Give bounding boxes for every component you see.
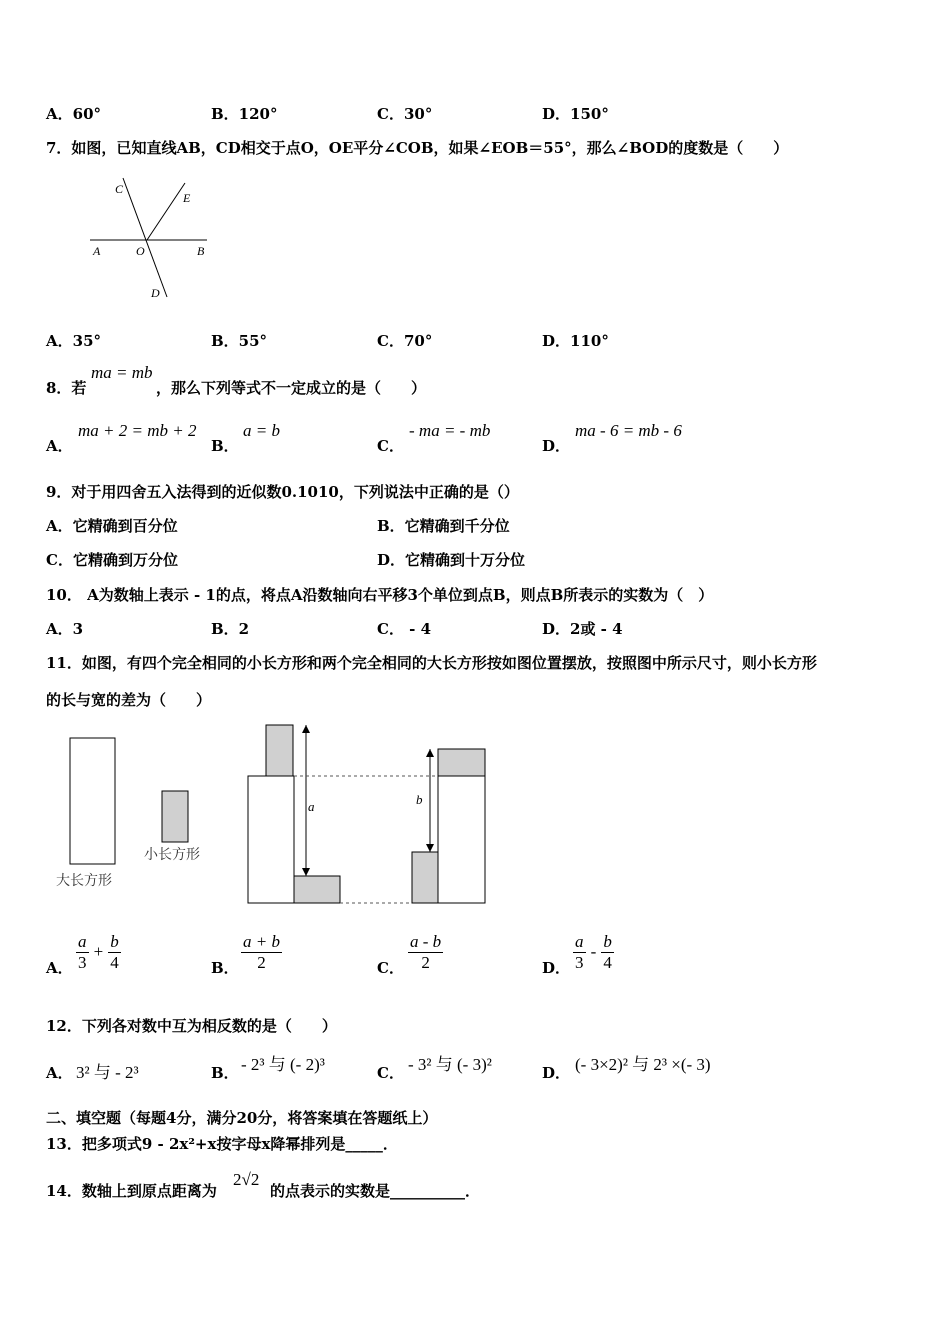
arrow-b-bottom	[426, 844, 434, 852]
q11-stem-line1: 11．如图，有四个完全相同的小长方形和两个完全相同的大长方形按如图位置摆放，按照图中所示尺寸，则小长方形	[46, 654, 817, 672]
frac-a1: $\frac{a}{3}$	[78, 932, 87, 972]
q11-option-d-letter: D．	[542, 959, 571, 977]
q6-option-d: D．150°	[542, 105, 609, 123]
small-rectangle-label: 小长方形	[144, 848, 200, 863]
q6-option-b: B．120°	[211, 105, 278, 123]
q10-option-a: A．3	[46, 620, 84, 638]
q8-option-a-letter: A．	[46, 437, 73, 455]
line-cd	[123, 178, 167, 297]
label-d: D	[151, 286, 160, 300]
big-rectangle-label: 大长方形	[56, 874, 112, 889]
q11-option-a-letter: A．	[46, 959, 73, 977]
q8-option-c-expr: - ma = - mb	[409, 421, 491, 440]
q7-option-c: C．70°	[377, 332, 433, 350]
q8-stem-suffix: ，那么下列等式不一定成立的是（ ）	[156, 379, 427, 397]
q7-option-a: A．35°	[46, 332, 102, 350]
q10-option-d: D．2或 - 4	[542, 620, 623, 638]
q8-condition: ma = mb	[91, 363, 153, 382]
left-big	[248, 776, 294, 903]
q11-option-a-expr: $\frac{a}{3}$ + $\frac{b}{4}$	[78, 932, 119, 972]
q8-option-d-letter: D．	[542, 437, 571, 455]
label-a: A	[93, 244, 101, 258]
q8-option-c-letter: C．	[377, 437, 404, 455]
small-rectangle	[162, 791, 188, 842]
q6-option-c: C．30°	[377, 105, 433, 123]
q12-option-a-letter: A．	[46, 1064, 73, 1082]
q12-stem: 12．下列各对数中互为相反数的是（ ）	[46, 1017, 337, 1035]
arrow-a-bottom	[302, 868, 310, 876]
q6-option-a: A．60°	[46, 105, 102, 123]
q8-stem-prefix: 8．若	[46, 379, 87, 397]
q12-option-d-expr: (- 3×2)² 与 2³ ×(- 3)	[575, 1055, 711, 1074]
q9-option-c: C．它精确到万分位	[46, 551, 178, 569]
q12-option-c-expr: - 3² 与 (- 3)²	[408, 1055, 492, 1074]
q14-prefix: 14．数轴上到原点距离为	[46, 1182, 217, 1200]
big-rectangle	[70, 738, 115, 864]
q8-option-a-expr: ma + 2 = mb + 2	[78, 421, 197, 440]
q9-option-b: B．它精确到千分位	[377, 517, 510, 535]
q7-figure	[85, 175, 215, 305]
q10-option-b: B．2	[211, 620, 250, 638]
q12-option-b-letter: B．	[211, 1064, 239, 1082]
q11-stem-line2: 的长与宽的差为（ ）	[46, 691, 212, 709]
q8-option-b-letter: B．	[211, 437, 239, 455]
q11-option-c-letter: C．	[377, 959, 404, 977]
q9-option-a: A．它精确到百分位	[46, 517, 178, 535]
arrow-b-top	[426, 749, 434, 757]
label-e: E	[183, 191, 191, 205]
q7-option-b: B．55°	[211, 332, 268, 350]
right-bottom-small	[412, 852, 438, 903]
q8-option-b-expr: a = b	[243, 421, 280, 440]
q10-stem: 10． A为数轴上表示 - 1的点，将点A沿数轴向右平移3个单位到点B，则点B所表示的实数为（ ）	[46, 586, 714, 604]
q12-option-b-expr: - 2³ 与 (- 2)³	[241, 1055, 325, 1074]
arrow-a-top	[302, 725, 310, 733]
label-b: B	[197, 244, 205, 258]
left-bottom-small	[294, 876, 340, 903]
q11-option-c-expr: $\frac{a - b}{2}$	[410, 932, 442, 972]
q11-option-b-letter: B．	[211, 959, 239, 977]
section2-title: 二、填空题（每题4分，满分20分，将答案填在答题纸上）	[46, 1109, 438, 1127]
right-big	[438, 776, 485, 903]
label-a: a	[308, 799, 315, 814]
q14-suffix: 的点表示的实数是__________．	[270, 1182, 481, 1200]
q7-option-d: D．110°	[542, 332, 609, 350]
q12-option-c-letter: C．	[377, 1064, 404, 1082]
q13-text: 13．把多项式9 - 2x²+x按字母x降幂排列是_____．	[46, 1135, 398, 1153]
q11-option-b-expr: $\frac{a + b}{2}$	[243, 932, 280, 972]
q11-figure	[40, 718, 510, 918]
frac-a2: $\frac{b}{4}$	[110, 932, 119, 972]
right-top-small	[438, 749, 485, 776]
q12-option-a-expr: 3² 与 - 2³	[76, 1063, 139, 1082]
label-o: O	[136, 244, 145, 258]
label-b: b	[416, 792, 423, 807]
ray-oe	[147, 183, 185, 240]
q11-option-d-expr: $\frac{a}{3}$ - $\frac{b}{4}$	[575, 932, 612, 972]
q9-option-d: D．它精确到十万分位	[377, 551, 526, 569]
q10-option-c: C． - 4	[377, 620, 432, 638]
q7-stem: 7．如图，已知直线AB，CD相交于点O，OE平分∠COB，如果∠EOB＝55°，那么∠BOD的度数是（ ）	[46, 139, 789, 157]
label-c: C	[115, 182, 124, 196]
q9-stem: 9．对于用四舍五入法得到的近似数0.1010，下列说法中正确的是（）	[46, 483, 519, 501]
q14-expr: 2√2	[233, 1170, 260, 1189]
left-top-small	[266, 725, 293, 776]
q12-option-d-letter: D．	[542, 1064, 571, 1082]
q8-option-d-expr: ma - 6 = mb - 6	[575, 421, 682, 440]
